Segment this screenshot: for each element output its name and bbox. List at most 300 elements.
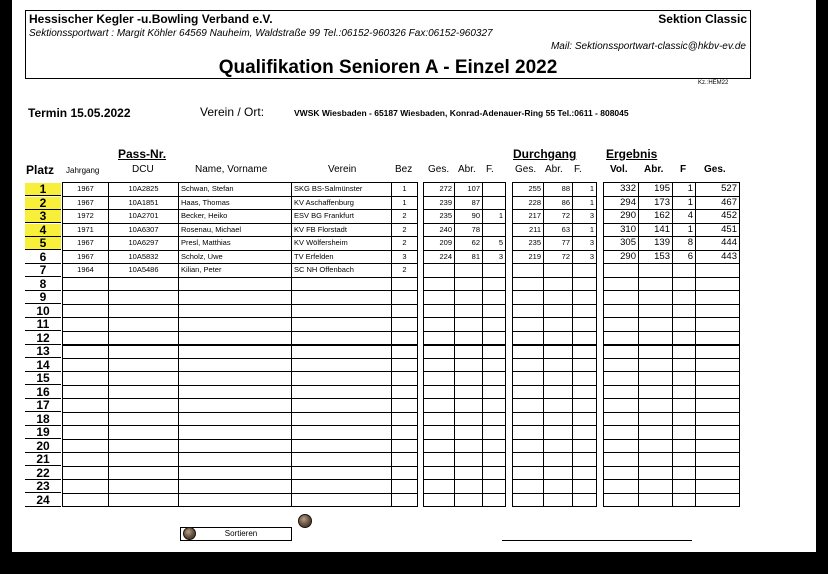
- f-2-cell: [573, 385, 597, 399]
- table-row: [424, 210, 506, 224]
- col-ges-1: Ges.: [428, 164, 450, 175]
- dcu-cell: [109, 480, 179, 494]
- abr-2-cell: 72: [544, 250, 573, 264]
- table-row: [63, 183, 418, 197]
- table-row: [63, 250, 418, 264]
- f-1-cell: [483, 304, 506, 318]
- abr-3-cell: [639, 439, 673, 453]
- vol-cell: [604, 412, 639, 426]
- ges-3-cell: [696, 439, 740, 453]
- ges-2-cell: [513, 426, 544, 440]
- verein-cell: [292, 291, 392, 305]
- abr-1-cell: [455, 372, 483, 386]
- ges-3-cell: [696, 277, 740, 291]
- abr-1-cell: 107: [455, 183, 483, 197]
- table-row: [63, 399, 418, 413]
- f-3-cell: [673, 318, 696, 332]
- abr-2-cell: [544, 385, 573, 399]
- vol-cell: [604, 439, 639, 453]
- ges-2-cell: 228: [513, 196, 544, 210]
- f-3-cell: [673, 412, 696, 426]
- ges-1-cell: 235: [424, 210, 455, 224]
- abr-1-cell: [455, 385, 483, 399]
- address-line: Sektionssportwart : Margit Köhler 64569 Nauheim, Waldstraße 99 Tel.:06152-960326 Fax:06152-960327: [29, 28, 493, 39]
- verein-cell: KV FB Florstadt: [292, 223, 392, 237]
- f-2-cell: 3: [573, 250, 597, 264]
- ges-3-cell: [696, 345, 740, 359]
- ergebnis-table: [603, 182, 740, 507]
- table-row: [513, 291, 597, 305]
- table-row: [63, 480, 418, 494]
- table-row: [604, 399, 740, 413]
- table-row: [513, 223, 597, 237]
- f-1-cell: [483, 277, 506, 291]
- abr-3-cell: [639, 412, 673, 426]
- verein-cell: [292, 426, 392, 440]
- col-f-2: F.: [574, 164, 582, 175]
- f-1-cell: [483, 439, 506, 453]
- table-row: [513, 250, 597, 264]
- ges-3-cell: [696, 453, 740, 467]
- ges-3-cell: [696, 291, 740, 305]
- f-1-cell: [483, 453, 506, 467]
- table-row: [63, 304, 418, 318]
- dcu-cell: 10A1851: [109, 196, 179, 210]
- abr-2-cell: 88: [544, 183, 573, 197]
- f-3-cell: [673, 372, 696, 386]
- table-row: [424, 372, 506, 386]
- ges-3-cell: [696, 264, 740, 278]
- vol-cell: [604, 291, 639, 305]
- col-name: Name, Vorname: [195, 164, 268, 175]
- ges-1-cell: [424, 345, 455, 359]
- abr-1-cell: [455, 345, 483, 359]
- table-row: [513, 412, 597, 426]
- ges-3-cell: [696, 493, 740, 507]
- table-row: [513, 493, 597, 507]
- dcu-cell: 10A5832: [109, 250, 179, 264]
- ges-1-cell: [424, 277, 455, 291]
- name-cell: [179, 493, 292, 507]
- f-3-cell: [673, 304, 696, 318]
- abr-2-cell: [544, 372, 573, 386]
- name-cell: [179, 318, 292, 332]
- table-row: [424, 493, 506, 507]
- table-row: [63, 453, 418, 467]
- dcu-cell: [109, 385, 179, 399]
- vol-cell: [604, 399, 639, 413]
- verein-cell: [292, 493, 392, 507]
- name-cell: Becker, Heiko: [179, 210, 292, 224]
- ges-1-cell: [424, 439, 455, 453]
- ges-2-cell: [513, 480, 544, 494]
- dcu-cell: [109, 453, 179, 467]
- platz-number: 1: [25, 183, 61, 196]
- table-row: [604, 304, 740, 318]
- abr-3-cell: 195: [639, 183, 673, 197]
- bowling-ball-icon: [298, 514, 312, 528]
- verein-cell: [292, 277, 392, 291]
- name-cell: Scholz, Uwe: [179, 250, 292, 264]
- ges-1-cell: [424, 291, 455, 305]
- table-row: [63, 412, 418, 426]
- name-cell: [179, 385, 292, 399]
- table-row: [424, 196, 506, 210]
- jahrgang-cell: [63, 493, 109, 507]
- table-row: [63, 493, 418, 507]
- platz-number: 3: [25, 210, 61, 223]
- verein-cell: [292, 304, 392, 318]
- platz-number: 10: [25, 305, 61, 318]
- col-ges-2: Ges.: [515, 164, 537, 175]
- abr-3-cell: [639, 304, 673, 318]
- dcu-cell: 10A2825: [109, 183, 179, 197]
- bez-cell: 2: [392, 237, 418, 251]
- dcu-cell: [109, 345, 179, 359]
- ges-3-cell: 527: [696, 183, 740, 197]
- abr-2-cell: 72: [544, 210, 573, 224]
- f-1-cell: [483, 480, 506, 494]
- f-2-cell: 1: [573, 183, 597, 197]
- verein-cell: [292, 412, 392, 426]
- bez-cell: [392, 345, 418, 359]
- ges-2-cell: [513, 291, 544, 305]
- bez-cell: [392, 318, 418, 332]
- table-row: [513, 345, 597, 359]
- f-2-cell: [573, 426, 597, 440]
- ges-1-cell: 240: [424, 223, 455, 237]
- abr-1-cell: [455, 277, 483, 291]
- signature-line: [502, 540, 692, 541]
- verein-cell: [292, 480, 392, 494]
- abr-3-cell: [639, 493, 673, 507]
- jahrgang-cell: [63, 453, 109, 467]
- ges-1-cell: [424, 264, 455, 278]
- f-3-cell: [673, 466, 696, 480]
- f-1-cell: [483, 345, 506, 359]
- table-row: [604, 264, 740, 278]
- jahrgang-cell: [63, 331, 109, 345]
- abr-1-cell: 87: [455, 196, 483, 210]
- table-row: [513, 426, 597, 440]
- abr-3-cell: [639, 399, 673, 413]
- vol-cell: 290: [604, 210, 639, 224]
- bez-cell: 1: [392, 183, 418, 197]
- abr-3-cell: 153: [639, 250, 673, 264]
- table-row: [63, 196, 418, 210]
- ges-3-cell: [696, 358, 740, 372]
- abr-3-cell: [639, 466, 673, 480]
- f-3-cell: [673, 426, 696, 440]
- jahrgang-cell: [63, 439, 109, 453]
- abr-1-cell: [455, 358, 483, 372]
- ges-2-cell: [513, 493, 544, 507]
- table-row: [424, 291, 506, 305]
- platz-number: 20: [25, 440, 61, 453]
- ges-1-cell: [424, 385, 455, 399]
- f-3-cell: [673, 439, 696, 453]
- table-row: [424, 223, 506, 237]
- col-verein: Verein: [328, 164, 357, 175]
- f-3-cell: [673, 493, 696, 507]
- ges-1-cell: [424, 304, 455, 318]
- table-row: [604, 412, 740, 426]
- f-3-cell: [673, 385, 696, 399]
- f-3-cell: [673, 291, 696, 305]
- f-3-cell: 8: [673, 237, 696, 251]
- f-2-cell: 3: [573, 210, 597, 224]
- association-name: Hessischer Kegler -u.Bowling Verband e.V.: [29, 12, 273, 26]
- f-1-cell: [483, 196, 506, 210]
- vol-cell: [604, 426, 639, 440]
- table-row: [604, 493, 740, 507]
- f-1-cell: [483, 223, 506, 237]
- dcu-cell: [109, 358, 179, 372]
- table-row: [63, 358, 418, 372]
- vol-cell: [604, 345, 639, 359]
- verein-cell: [292, 331, 392, 345]
- verein-cell: [292, 318, 392, 332]
- f-1-cell: [483, 372, 506, 386]
- durchgang-group-heading: Durchgang: [513, 147, 577, 161]
- f-2-cell: [573, 345, 597, 359]
- f-2-cell: [573, 439, 597, 453]
- f-2-cell: [573, 331, 597, 345]
- table-row: [424, 318, 506, 332]
- ges-1-cell: [424, 480, 455, 494]
- f-3-cell: [673, 264, 696, 278]
- platz-number: 18: [25, 413, 61, 426]
- platz-number: 9: [25, 291, 61, 304]
- bez-cell: 3: [392, 250, 418, 264]
- ges-3-cell: 452: [696, 210, 740, 224]
- name-cell: [179, 358, 292, 372]
- f-3-cell: [673, 480, 696, 494]
- table-row: [604, 372, 740, 386]
- bez-cell: [392, 385, 418, 399]
- abr-1-cell: [455, 331, 483, 345]
- vol-cell: 332: [604, 183, 639, 197]
- table-row: [604, 183, 740, 197]
- abr-3-cell: [639, 345, 673, 359]
- verein-cell: KV Wölfersheim: [292, 237, 392, 251]
- table-row: [424, 264, 506, 278]
- vol-cell: [604, 466, 639, 480]
- f-3-cell: [673, 345, 696, 359]
- table-row: [513, 466, 597, 480]
- abr-1-cell: [455, 399, 483, 413]
- f-3-cell: 1: [673, 196, 696, 210]
- table-row: [604, 291, 740, 305]
- abr-2-cell: [544, 358, 573, 372]
- table-row: [424, 412, 506, 426]
- abr-2-cell: 63: [544, 223, 573, 237]
- f-3-cell: [673, 358, 696, 372]
- abr-2-cell: [544, 412, 573, 426]
- col-f-1: F.: [486, 164, 494, 175]
- f-1-cell: [483, 466, 506, 480]
- vol-cell: [604, 372, 639, 386]
- abr-2-cell: [544, 345, 573, 359]
- verein-value: VWSK Wiesbaden - 65187 Wiesbaden, Konrad-Adenauer-Ring 55 Tel.:0611 - 808045: [294, 108, 629, 118]
- bez-cell: [392, 304, 418, 318]
- f-3-cell: [673, 453, 696, 467]
- bez-cell: [392, 291, 418, 305]
- sort-button-label: Sortieren: [224, 529, 258, 538]
- table-row: [513, 277, 597, 291]
- abr-3-cell: [639, 331, 673, 345]
- abr-3-cell: 173: [639, 196, 673, 210]
- ges-1-cell: 209: [424, 237, 455, 251]
- abr-2-cell: [544, 318, 573, 332]
- platz-number: 17: [25, 399, 61, 412]
- table-row: [63, 291, 418, 305]
- f-2-cell: [573, 264, 597, 278]
- platz-number: 8: [25, 278, 61, 291]
- table-row: [63, 439, 418, 453]
- abr-2-cell: [544, 426, 573, 440]
- f-2-cell: 1: [573, 196, 597, 210]
- table-row: [63, 345, 418, 359]
- abr-1-cell: [455, 412, 483, 426]
- abr-1-cell: [455, 304, 483, 318]
- dcu-cell: [109, 331, 179, 345]
- bez-cell: 1: [392, 196, 418, 210]
- abr-2-cell: [544, 399, 573, 413]
- table-row: [513, 480, 597, 494]
- ges-2-cell: 219: [513, 250, 544, 264]
- bez-cell: [392, 466, 418, 480]
- col-abr-2: Abr.: [545, 164, 563, 175]
- f-2-cell: 1: [573, 223, 597, 237]
- form-sheet: [12, 0, 816, 552]
- table-row: [513, 358, 597, 372]
- table-row: [63, 277, 418, 291]
- abr-3-cell: [639, 426, 673, 440]
- ges-1-cell: [424, 426, 455, 440]
- abr-3-cell: [639, 264, 673, 278]
- ges-3-cell: [696, 466, 740, 480]
- ges-1-cell: [424, 493, 455, 507]
- platz-number: 24: [25, 494, 61, 507]
- platz-number: 14: [25, 359, 61, 372]
- vol-cell: [604, 264, 639, 278]
- durchgang-1-table: [423, 182, 506, 507]
- sort-button[interactable]: [180, 527, 292, 541]
- abr-3-cell: 141: [639, 223, 673, 237]
- abr-2-cell: [544, 304, 573, 318]
- abr-3-cell: [639, 385, 673, 399]
- table-row: [513, 399, 597, 413]
- ges-1-cell: [424, 466, 455, 480]
- jahrgang-cell: [63, 358, 109, 372]
- verein-cell: [292, 439, 392, 453]
- f-1-cell: [483, 399, 506, 413]
- form-code: Kz.:HEM22: [698, 80, 729, 86]
- verein-cell: [292, 372, 392, 386]
- verein-cell: [292, 385, 392, 399]
- f-3-cell: [673, 277, 696, 291]
- ges-3-cell: [696, 318, 740, 332]
- verein-cell: SKG BS-Salmünster: [292, 183, 392, 197]
- table-row: [604, 237, 740, 251]
- ges-2-cell: 255: [513, 183, 544, 197]
- dcu-cell: [109, 304, 179, 318]
- col-f-3: F: [680, 164, 687, 175]
- bez-cell: 2: [392, 264, 418, 278]
- table-row: [63, 264, 418, 278]
- dcu-cell: [109, 466, 179, 480]
- name-cell: [179, 331, 292, 345]
- dcu-cell: 10A2701: [109, 210, 179, 224]
- f-3-cell: [673, 399, 696, 413]
- f-3-cell: [673, 331, 696, 345]
- jahrgang-cell: [63, 412, 109, 426]
- abr-2-cell: 77: [544, 237, 573, 251]
- jahrgang-cell: [63, 304, 109, 318]
- table-row: [63, 466, 418, 480]
- table-row: [604, 466, 740, 480]
- abr-2-cell: [544, 493, 573, 507]
- table-row: [513, 304, 597, 318]
- name-cell: [179, 277, 292, 291]
- verein-cell: TV Erfelden: [292, 250, 392, 264]
- bez-cell: [392, 480, 418, 494]
- f-1-cell: [483, 412, 506, 426]
- table-row: [63, 331, 418, 345]
- ges-2-cell: [513, 345, 544, 359]
- abr-2-cell: [544, 453, 573, 467]
- vol-cell: 305: [604, 237, 639, 251]
- abr-3-cell: [639, 277, 673, 291]
- f-2-cell: [573, 480, 597, 494]
- pass-group-heading: Pass-Nr.: [118, 147, 167, 161]
- platz-number: 16: [25, 386, 61, 399]
- table-row: [63, 372, 418, 386]
- table-row: [604, 277, 740, 291]
- f-1-cell: 1: [483, 210, 506, 224]
- platz-number: 23: [25, 480, 61, 493]
- vol-cell: [604, 318, 639, 332]
- abr-1-cell: [455, 493, 483, 507]
- col-platz: Platz: [26, 163, 55, 177]
- col-abr-3: Abr.: [644, 164, 664, 175]
- vol-cell: 294: [604, 196, 639, 210]
- table-row: [424, 237, 506, 251]
- jahrgang-cell: 1967: [63, 237, 109, 251]
- table-row: [63, 223, 418, 237]
- verein-cell: SC NH Offenbach: [292, 264, 392, 278]
- ges-1-cell: [424, 358, 455, 372]
- vol-cell: [604, 480, 639, 494]
- table-row: [424, 183, 506, 197]
- f-2-cell: [573, 291, 597, 305]
- abr-1-cell: [455, 480, 483, 494]
- dcu-cell: [109, 426, 179, 440]
- abr-2-cell: [544, 277, 573, 291]
- table-row: [513, 210, 597, 224]
- platz-number: 6: [25, 251, 61, 264]
- abr-3-cell: [639, 358, 673, 372]
- dcu-cell: [109, 412, 179, 426]
- f-1-cell: [483, 331, 506, 345]
- ges-2-cell: 217: [513, 210, 544, 224]
- abr-2-cell: [544, 480, 573, 494]
- dcu-cell: [109, 439, 179, 453]
- table-row: [604, 453, 740, 467]
- verein-cell: ESV BG Frankfurt: [292, 210, 392, 224]
- table-row: [424, 426, 506, 440]
